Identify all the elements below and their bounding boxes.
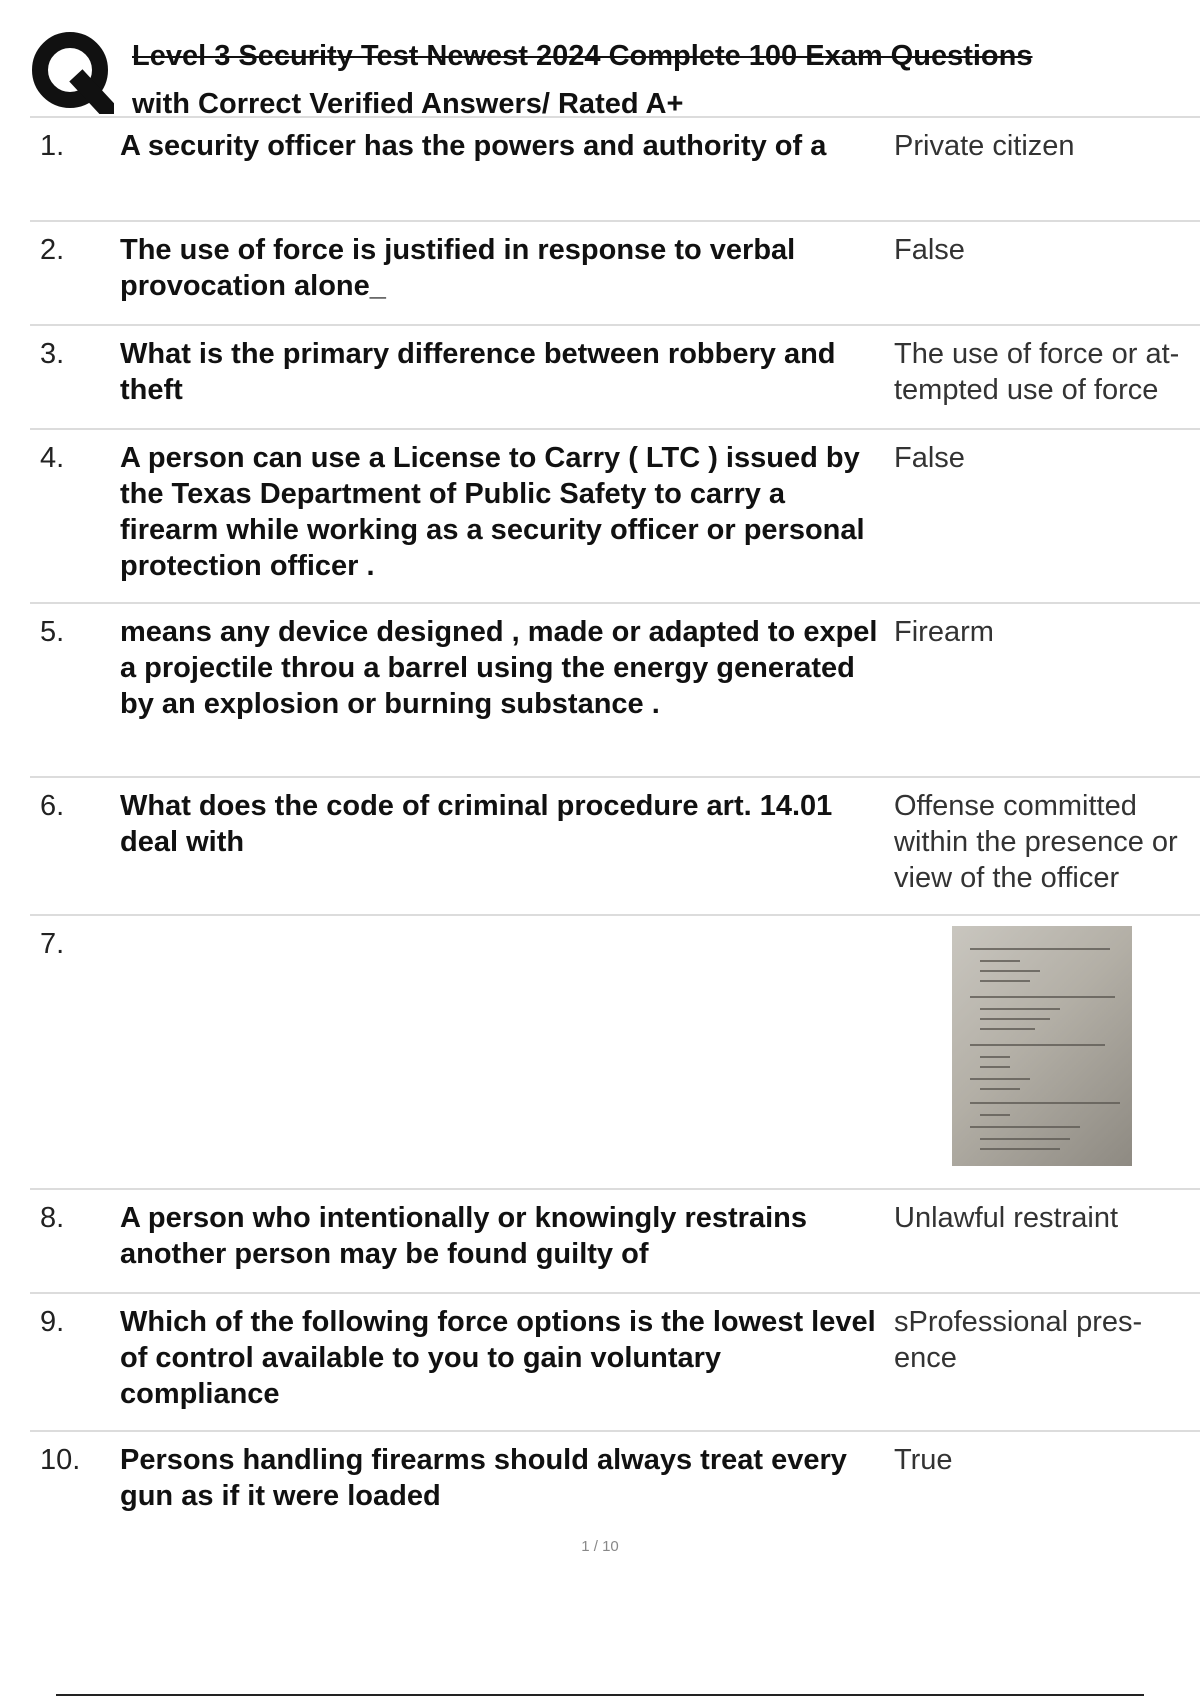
question-number: 10. bbox=[40, 1444, 81, 1476]
answer-text: False bbox=[894, 234, 965, 266]
question-text: The use of force is justified in response to verbal provocation alone_ bbox=[120, 234, 796, 302]
question-number: 4. bbox=[40, 442, 65, 474]
answer-text: False bbox=[894, 442, 965, 474]
question-row bbox=[30, 914, 1200, 1188]
question-text bbox=[120, 916, 886, 1188]
question-text: What is the primary difference between robbery and theft bbox=[120, 338, 836, 406]
question-text: Which of the following force options is the lowest level of control available to you to gain voluntary compliance bbox=[120, 1306, 876, 1410]
question-number: 7. bbox=[40, 928, 65, 960]
question-number: 2. bbox=[40, 234, 65, 266]
question-row bbox=[30, 324, 1200, 428]
question-row bbox=[30, 776, 1200, 914]
question-text: A security officer has the powers and authority of a bbox=[120, 130, 827, 162]
question-text: Persons handling firearms should always treat every gun as if it were loaded bbox=[120, 1444, 847, 1512]
page-number: 1 / 10 bbox=[581, 1538, 619, 1555]
document-title bbox=[132, 32, 1200, 128]
question-list bbox=[30, 116, 1200, 1534]
question-number: 5. bbox=[40, 616, 65, 648]
answer-text: Private citizen bbox=[894, 130, 1075, 162]
question-number: 6. bbox=[40, 790, 65, 822]
question-row bbox=[30, 1430, 1200, 1534]
answer-text: Offense committed within the presence or view of the officer bbox=[894, 790, 1178, 894]
answer-photo-thumbnail bbox=[952, 926, 1132, 1166]
question-text: A person who intentionally or knowingly restrains another person may be found guilty of bbox=[120, 1202, 807, 1270]
question-row bbox=[30, 116, 1200, 220]
question-number: 9. bbox=[40, 1306, 65, 1338]
title-line-2: with Correct Verified Answers/ Rated A+ bbox=[132, 88, 684, 120]
question-text: What does the code of criminal procedure art. 14.01 deal with bbox=[120, 790, 833, 858]
question-text: A person can use a License to Carry ( LTC ) issued by the Texas Department of Public Safety to carry a firearm while working as a security officer or personal protection officer . bbox=[120, 442, 865, 582]
answer-text: The use of force or at-tempted use of force bbox=[894, 338, 1180, 406]
question-number: 3. bbox=[40, 338, 65, 370]
question-number: 1. bbox=[40, 130, 65, 162]
question-row bbox=[30, 428, 1200, 602]
bottom-divider bbox=[56, 1694, 1144, 1696]
answer-text: sProfessional pres-ence bbox=[894, 1306, 1143, 1374]
question-row bbox=[30, 602, 1200, 776]
question-text: means any device designed , made or adapted to expel a projectile throu a barrel using the energy generated by an explosion or burning substance . bbox=[120, 616, 878, 720]
answer-image-cell bbox=[886, 916, 1200, 1188]
answer-text: True bbox=[894, 1444, 953, 1476]
question-row bbox=[30, 1188, 1200, 1292]
title-line-1: Level 3 Security Test Newest 2024 Complete 100 Exam Questions bbox=[132, 40, 1033, 72]
quizlet-q-logo-icon bbox=[30, 30, 114, 114]
question-row bbox=[30, 220, 1200, 324]
answer-text: Unlawful restraint bbox=[894, 1202, 1119, 1234]
question-row bbox=[30, 1292, 1200, 1430]
question-number: 8. bbox=[40, 1202, 65, 1234]
answer-text: Firearm bbox=[894, 616, 994, 648]
